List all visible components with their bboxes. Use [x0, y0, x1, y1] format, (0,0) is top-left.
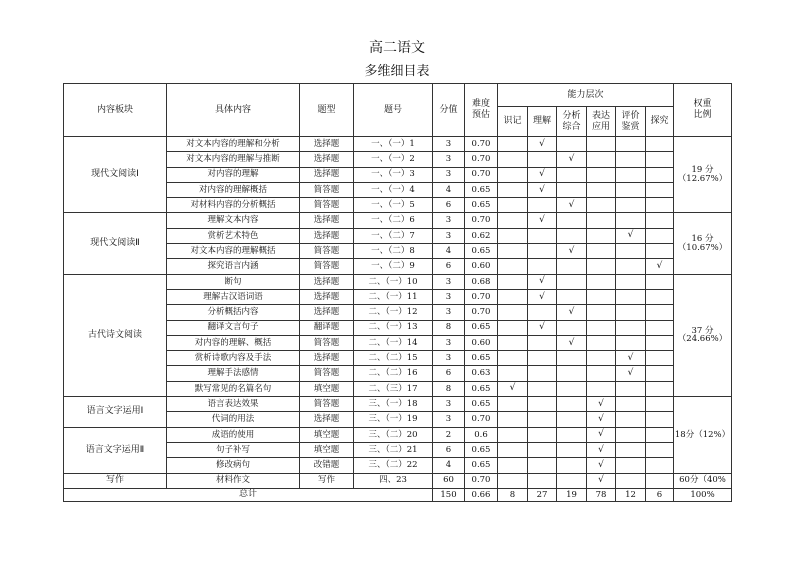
table-row — [64, 473, 732, 488]
table-row — [64, 137, 732, 152]
ability-cell — [498, 305, 528, 320]
ability-cell — [587, 381, 616, 396]
check-mark: √ — [528, 274, 557, 289]
number-cell: 一、（二）8 — [354, 244, 433, 259]
ability-cell — [616, 274, 646, 289]
difficulty-cell: 0.70 — [465, 305, 498, 320]
check-mark: √ — [587, 427, 616, 442]
ability-cell — [616, 289, 646, 304]
section-label: 古代诗文阅读 — [64, 274, 167, 396]
ability-cell — [616, 381, 646, 396]
ability-cell — [498, 412, 528, 427]
header-ability-5: 探究 — [646, 107, 674, 137]
score-cell: 3 — [433, 412, 465, 427]
check-mark: √ — [587, 442, 616, 457]
ability-cell — [528, 305, 557, 320]
score-cell: 3 — [433, 167, 465, 182]
ability-cell — [616, 442, 646, 457]
ability-cell — [498, 427, 528, 442]
check-mark: √ — [557, 244, 587, 259]
content-cell: 对文本内容的理解概括 — [167, 244, 300, 259]
difficulty-cell: 0.70 — [465, 289, 498, 304]
weight-cell: 18分（12%） — [674, 397, 732, 473]
ability-cell — [646, 366, 674, 381]
content-cell: 句子补写 — [167, 442, 300, 457]
ability-cell — [498, 351, 528, 366]
type-cell: 选择题 — [300, 351, 354, 366]
check-mark: √ — [557, 152, 587, 167]
ability-cell — [557, 381, 587, 396]
check-mark: √ — [557, 335, 587, 350]
number-cell: 一、（二）7 — [354, 228, 433, 243]
score-cell: 4 — [433, 458, 465, 473]
table-row — [64, 488, 732, 501]
ability-cell — [498, 167, 528, 182]
score-cell: 6 — [433, 366, 465, 381]
ability-cell — [616, 412, 646, 427]
ability-cell — [616, 259, 646, 274]
score-cell: 8 — [433, 320, 465, 335]
specification-table — [63, 83, 732, 502]
ability-cell — [587, 259, 616, 274]
ability-cell — [557, 228, 587, 243]
ability-cell — [646, 381, 674, 396]
content-cell: 对文本内容的理解与推断 — [167, 152, 300, 167]
type-cell: 选择题 — [300, 274, 354, 289]
header-ability-4: 评价 鉴赏 — [616, 107, 646, 137]
content-cell: 对材料内容的分析概括 — [167, 198, 300, 213]
score-cell: 6 — [433, 198, 465, 213]
ability-cell — [498, 366, 528, 381]
header-content: 具体内容 — [167, 84, 300, 137]
score-cell: 2 — [433, 427, 465, 442]
check-mark: √ — [587, 412, 616, 427]
page-title: 高二语文 — [369, 40, 425, 56]
type-cell: 填空题 — [300, 381, 354, 396]
score-cell: 60 — [433, 473, 465, 488]
difficulty-cell: 0.70 — [465, 473, 498, 488]
type-cell: 选择题 — [300, 228, 354, 243]
ability-cell — [646, 442, 674, 457]
difficulty-cell: 0.70 — [465, 137, 498, 152]
type-cell: 简答题 — [300, 366, 354, 381]
ability-cell — [587, 305, 616, 320]
ability-cell — [646, 397, 674, 412]
check-mark: √ — [616, 228, 646, 243]
type-cell: 选择题 — [300, 289, 354, 304]
difficulty-cell: 0.65 — [465, 198, 498, 213]
content-cell: 默写常见的名篇名句 — [167, 381, 300, 396]
ability-cell — [646, 320, 674, 335]
type-cell: 翻译题 — [300, 320, 354, 335]
score-cell: 6 — [433, 259, 465, 274]
ability-cell — [646, 152, 674, 167]
score-cell: 6 — [433, 442, 465, 457]
ability-cell — [557, 351, 587, 366]
weight-cell: 60分（40% — [674, 473, 732, 488]
content-cell: 探究语言内涵 — [167, 259, 300, 274]
header-number: 题号 — [354, 84, 433, 137]
weight-cell: 16 分 （10.67%） — [674, 213, 732, 274]
score-cell: 4 — [433, 182, 465, 197]
ability-cell — [646, 335, 674, 350]
header-ability-0: 识记 — [498, 107, 528, 137]
type-cell: 简答题 — [300, 198, 354, 213]
ability-cell — [498, 213, 528, 228]
ability-cell — [528, 473, 557, 488]
number-cell: 二、（一）14 — [354, 335, 433, 350]
type-cell: 填空题 — [300, 427, 354, 442]
difficulty-cell: 0.62 — [465, 228, 498, 243]
type-cell: 简答题 — [300, 182, 354, 197]
ability-cell — [616, 182, 646, 197]
ability-cell — [528, 397, 557, 412]
ability-cell — [587, 167, 616, 182]
content-cell: 理解古汉语词语 — [167, 289, 300, 304]
page-subtitle: 多维细目表 — [364, 64, 430, 79]
ability-cell — [646, 305, 674, 320]
check-mark: √ — [528, 167, 557, 182]
ability-cell — [557, 320, 587, 335]
difficulty-cell: 0.65 — [465, 442, 498, 457]
difficulty-cell: 0.70 — [465, 213, 498, 228]
score-cell: 8 — [433, 381, 465, 396]
content-cell: 语言表达效果 — [167, 397, 300, 412]
ability-cell — [616, 213, 646, 228]
ability-cell — [646, 427, 674, 442]
number-cell: 二、（二）15 — [354, 351, 433, 366]
ability-cell — [528, 412, 557, 427]
number-cell: 一、（一）1 — [354, 137, 433, 152]
number-cell: 三、（一）19 — [354, 412, 433, 427]
ability-cell — [616, 473, 646, 488]
ability-cell — [557, 259, 587, 274]
header-difficulty: 难度 预估 — [465, 84, 498, 137]
number-cell: 一、（一）4 — [354, 182, 433, 197]
type-cell: 简答题 — [300, 244, 354, 259]
number-cell: 二、（一）12 — [354, 305, 433, 320]
number-cell: 二、（一）10 — [354, 274, 433, 289]
ability-cell — [616, 137, 646, 152]
ability-cell — [557, 458, 587, 473]
number-cell: 一、（一）5 — [354, 198, 433, 213]
ability-cell — [498, 335, 528, 350]
table-row — [64, 213, 732, 228]
ability-cell — [528, 259, 557, 274]
table-row — [64, 274, 732, 289]
ability-cell — [528, 427, 557, 442]
check-mark: √ — [528, 137, 557, 152]
total-score: 150 — [433, 488, 465, 501]
ability-cell — [528, 244, 557, 259]
ability-cell — [646, 198, 674, 213]
ability-cell — [646, 137, 674, 152]
number-cell: 一、（一）2 — [354, 152, 433, 167]
difficulty-cell: 0.65 — [465, 381, 498, 396]
score-cell: 3 — [433, 305, 465, 320]
score-cell: 3 — [433, 228, 465, 243]
difficulty-cell: 0.70 — [465, 412, 498, 427]
content-cell: 对内容的理解 — [167, 167, 300, 182]
number-cell: 一、（二）6 — [354, 213, 433, 228]
ability-cell — [498, 320, 528, 335]
ability-cell — [616, 152, 646, 167]
ability-cell — [498, 244, 528, 259]
content-cell: 分析概括内容 — [167, 305, 300, 320]
ability-cell — [616, 198, 646, 213]
score-cell: 3 — [433, 213, 465, 228]
ability-cell — [528, 335, 557, 350]
total-ability: 78 — [587, 488, 616, 501]
total-ability: 6 — [646, 488, 674, 501]
ability-cell — [557, 137, 587, 152]
check-mark: √ — [616, 366, 646, 381]
header-ability-3: 表达 应用 — [587, 107, 616, 137]
ability-cell — [498, 473, 528, 488]
difficulty-cell: 0.6 — [465, 427, 498, 442]
ability-cell — [498, 442, 528, 457]
difficulty-cell: 0.65 — [465, 320, 498, 335]
ability-cell — [528, 351, 557, 366]
ability-cell — [616, 397, 646, 412]
ability-cell — [646, 274, 674, 289]
total-ability: 8 — [498, 488, 528, 501]
ability-cell — [587, 137, 616, 152]
type-cell: 选择题 — [300, 137, 354, 152]
content-cell: 赏析诗歌内容及手法 — [167, 351, 300, 366]
check-mark: √ — [587, 473, 616, 488]
check-mark: √ — [646, 259, 674, 274]
ability-cell — [616, 167, 646, 182]
ability-cell — [587, 320, 616, 335]
check-mark: √ — [587, 458, 616, 473]
type-cell: 选择题 — [300, 412, 354, 427]
ability-cell — [498, 397, 528, 412]
ability-cell — [557, 366, 587, 381]
content-cell: 对内容的理解概括 — [167, 182, 300, 197]
ability-cell — [528, 366, 557, 381]
score-cell: 4 — [433, 244, 465, 259]
difficulty-cell: 0.60 — [465, 335, 498, 350]
ability-cell — [616, 335, 646, 350]
ability-cell — [528, 442, 557, 457]
content-cell: 对内容的理解、概括 — [167, 335, 300, 350]
difficulty-cell: 0.65 — [465, 182, 498, 197]
header-section: 内容板块 — [64, 84, 167, 137]
ability-cell — [557, 412, 587, 427]
type-cell: 写作 — [300, 473, 354, 488]
total-ability: 12 — [616, 488, 646, 501]
ability-cell — [646, 213, 674, 228]
ability-cell — [587, 198, 616, 213]
ability-cell — [498, 198, 528, 213]
ability-cell — [498, 289, 528, 304]
ability-cell — [646, 351, 674, 366]
ability-cell — [528, 228, 557, 243]
ability-cell — [557, 274, 587, 289]
header-type: 题型 — [300, 84, 354, 137]
type-cell: 改错题 — [300, 458, 354, 473]
number-cell: 四、23 — [354, 473, 433, 488]
ability-cell — [528, 152, 557, 167]
ability-cell — [616, 305, 646, 320]
section-label: 语言文字运用Ⅱ — [64, 427, 167, 473]
ability-cell — [616, 320, 646, 335]
type-cell: 选择题 — [300, 167, 354, 182]
total-difficulty: 0.66 — [465, 488, 498, 501]
table-row — [64, 427, 732, 442]
total-ability: 19 — [557, 488, 587, 501]
difficulty-cell: 0.65 — [465, 244, 498, 259]
weight-cell: 37 分 （24.66%） — [674, 274, 732, 396]
ability-cell — [646, 289, 674, 304]
type-cell: 简答题 — [300, 397, 354, 412]
type-cell: 选择题 — [300, 305, 354, 320]
ability-cell — [646, 244, 674, 259]
ability-cell — [587, 152, 616, 167]
total-weight: 100% — [674, 488, 732, 501]
difficulty-cell: 0.70 — [465, 167, 498, 182]
weight-cell: 19 分 （12.67%） — [674, 137, 732, 213]
type-cell: 简答题 — [300, 259, 354, 274]
check-mark: √ — [528, 213, 557, 228]
ability-cell — [498, 137, 528, 152]
check-mark: √ — [528, 320, 557, 335]
ability-cell — [587, 335, 616, 350]
number-cell: 三、（二）20 — [354, 427, 433, 442]
ability-cell — [528, 381, 557, 396]
ability-cell — [646, 228, 674, 243]
difficulty-cell: 0.70 — [465, 152, 498, 167]
score-cell: 3 — [433, 274, 465, 289]
ability-cell — [528, 458, 557, 473]
section-label: 语言文字运用Ⅰ — [64, 397, 167, 428]
check-mark: √ — [528, 289, 557, 304]
ability-cell — [587, 182, 616, 197]
difficulty-cell: 0.68 — [465, 274, 498, 289]
ability-cell — [498, 228, 528, 243]
check-mark: √ — [557, 305, 587, 320]
score-cell: 3 — [433, 137, 465, 152]
difficulty-cell: 0.65 — [465, 397, 498, 412]
table-row — [64, 84, 732, 107]
ability-cell — [557, 182, 587, 197]
content-cell: 理解文本内容 — [167, 213, 300, 228]
score-cell: 3 — [433, 289, 465, 304]
type-cell: 填空题 — [300, 442, 354, 457]
check-mark: √ — [557, 198, 587, 213]
total-ability: 27 — [528, 488, 557, 501]
ability-cell — [616, 427, 646, 442]
ability-cell — [498, 182, 528, 197]
ability-cell — [646, 473, 674, 488]
content-cell: 代词的用法 — [167, 412, 300, 427]
difficulty-cell: 0.63 — [465, 366, 498, 381]
ability-cell — [557, 473, 587, 488]
ability-cell — [587, 213, 616, 228]
ability-cell — [587, 289, 616, 304]
ability-cell — [498, 458, 528, 473]
header-score: 分值 — [433, 84, 465, 137]
section-label: 写作 — [64, 473, 167, 488]
ability-cell — [557, 167, 587, 182]
ability-cell — [557, 213, 587, 228]
header-ability-2: 分析 综合 — [557, 107, 587, 137]
score-cell: 3 — [433, 335, 465, 350]
difficulty-cell: 0.60 — [465, 259, 498, 274]
number-cell: 二、（一）11 — [354, 289, 433, 304]
number-cell: 一、（二）9 — [354, 259, 433, 274]
difficulty-cell: 0.65 — [465, 351, 498, 366]
ability-cell — [587, 228, 616, 243]
header-weight: 权重 比例 — [674, 84, 732, 137]
number-cell: 三、（一）18 — [354, 397, 433, 412]
ability-cell — [587, 274, 616, 289]
content-cell: 修改病句 — [167, 458, 300, 473]
check-mark: √ — [616, 351, 646, 366]
ability-cell — [498, 152, 528, 167]
number-cell: 二、（一）13 — [354, 320, 433, 335]
ability-cell — [557, 427, 587, 442]
number-cell: 二、（二）16 — [354, 366, 433, 381]
content-cell: 赏析艺术特色 — [167, 228, 300, 243]
difficulty-cell: 0.65 — [465, 458, 498, 473]
score-cell: 3 — [433, 351, 465, 366]
ability-cell — [557, 397, 587, 412]
table-row — [64, 397, 732, 412]
ability-cell — [616, 458, 646, 473]
header-ability: 能力层次 — [498, 84, 674, 107]
ability-cell — [528, 198, 557, 213]
content-cell: 材料作文 — [167, 473, 300, 488]
check-mark: √ — [528, 182, 557, 197]
ability-cell — [646, 458, 674, 473]
total-label: 总计 — [64, 488, 433, 501]
type-cell: 简答题 — [300, 335, 354, 350]
content-cell: 理解手法感情 — [167, 366, 300, 381]
score-cell: 3 — [433, 152, 465, 167]
ability-cell — [646, 182, 674, 197]
number-cell: 三、（二）21 — [354, 442, 433, 457]
check-mark: √ — [587, 397, 616, 412]
score-cell: 3 — [433, 397, 465, 412]
ability-cell — [587, 366, 616, 381]
type-cell: 选择题 — [300, 213, 354, 228]
content-cell: 断句 — [167, 274, 300, 289]
ability-cell — [498, 259, 528, 274]
ability-cell — [587, 244, 616, 259]
section-label: 现代文阅读Ⅰ — [64, 137, 167, 213]
ability-cell — [557, 289, 587, 304]
ability-cell — [498, 274, 528, 289]
content-cell: 对文本内容的理解和分析 — [167, 137, 300, 152]
content-cell: 翻译文言句子 — [167, 320, 300, 335]
number-cell: 三、（二）22 — [354, 458, 433, 473]
ability-cell — [557, 442, 587, 457]
ability-cell — [616, 244, 646, 259]
ability-cell — [587, 351, 616, 366]
section-label: 现代文阅读Ⅱ — [64, 213, 167, 274]
number-cell: 一、（一）3 — [354, 167, 433, 182]
number-cell: 二、（三）17 — [354, 381, 433, 396]
ability-cell — [646, 167, 674, 182]
content-cell: 成语的使用 — [167, 427, 300, 442]
check-mark: √ — [498, 381, 528, 396]
ability-cell — [646, 412, 674, 427]
header-ability-1: 理解 — [528, 107, 557, 137]
type-cell: 选择题 — [300, 152, 354, 167]
